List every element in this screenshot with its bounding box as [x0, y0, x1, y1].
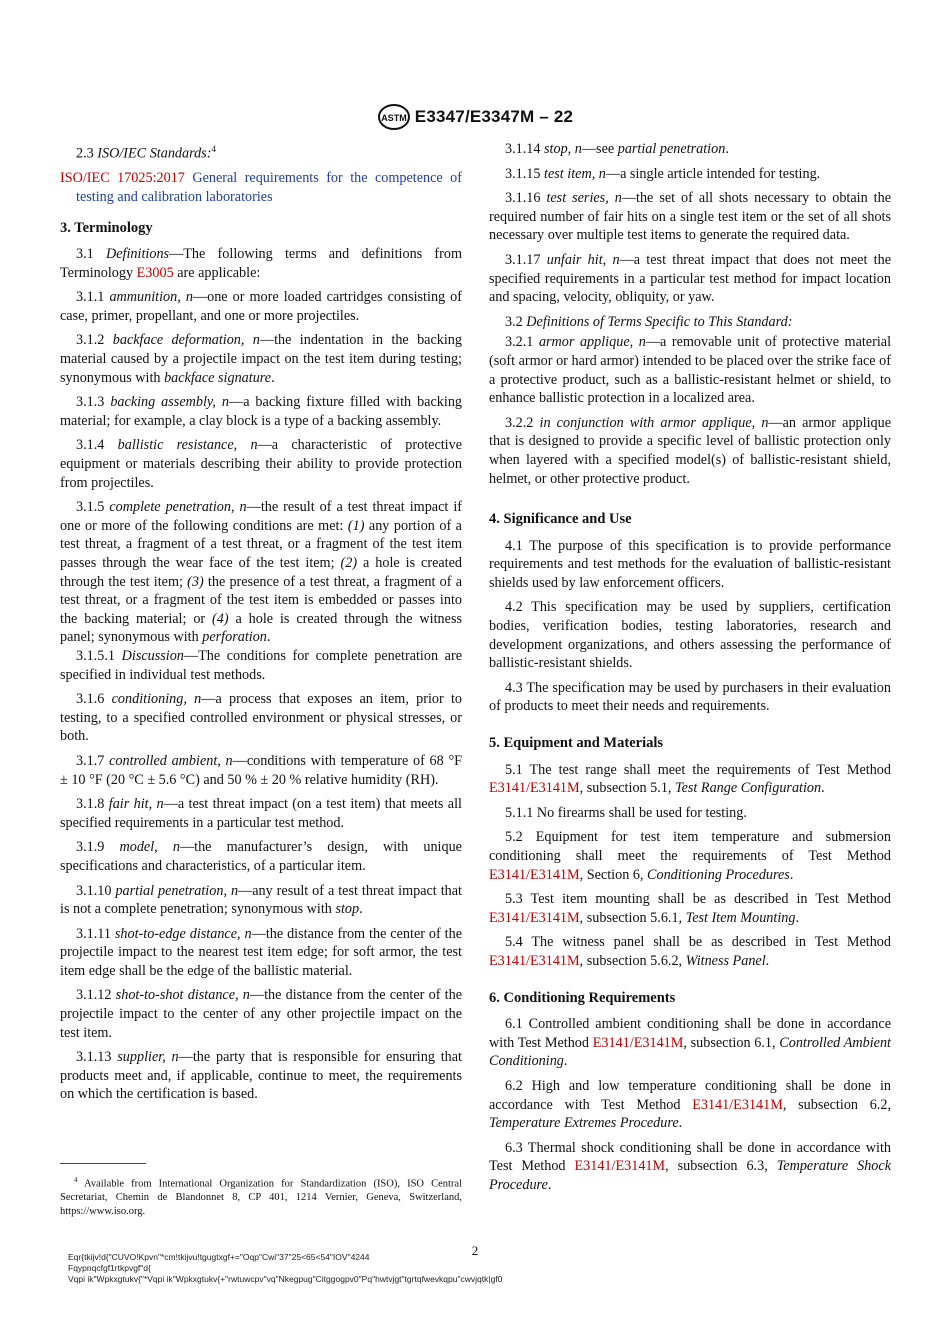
paragraph-6-3: 6.3 Thermal shock conditioning shall be done in accordance with Test Method E3141/E3141M, subsection 6.3, Temperature Shock Procedure.: [489, 1139, 891, 1193]
astm-logo-icon: [377, 104, 411, 130]
paragraph-4-1: 4.1 The purpose of this specification is to provide performance requirements and test methods for the evaluation of ballistic-resistant shields used by law enforcement officers.: [489, 537, 891, 591]
reference-link[interactable]: E3141/E3141M: [489, 866, 580, 883]
section-5-heading: 5. Equipment and Materials: [489, 735, 664, 752]
definition-3-1-12: 3.1.12 shot-to-shot distance, n—the distance from the center of the projectile impact to the center of any other projectile impact on the test item.: [60, 987, 462, 1041]
paragraph-5-3: 5.3 Test item mounting shall be as described in Test Method E3141/E3141M, subsection 5.6.1, Test Item Mounting.: [489, 891, 891, 926]
watermark-line: Fqypnqcfgf1rtkpvgf"d{: [68, 1263, 151, 1273]
watermark-line: Vqpi ik"Wpkxgtukv{"*Vqpi ik"Wpkxgtukv{+"rwtuwcpv"vq"Nkegpug"Citggogpv0"Pq"hwtvjgt"tgrtqfwevkqpu"cwvjqtk|gf0: [68, 1274, 503, 1284]
section-6-heading: 6. Conditioning Requirements: [489, 989, 676, 1006]
reference-link[interactable]: E3141/E3141M: [489, 780, 580, 797]
paragraph-6-2: 6.2 High and low temperature conditioning shall be done in accordance with Test Method E3141/E3141M, subsection 6.2, Temperature Extremes Procedure.: [489, 1077, 891, 1132]
paragraph-5-1: 5.1 The test range shall meet the requirements of Test Method E3141/E3141M, subsection 5.1, Test Range Configuration.: [489, 761, 891, 797]
definition-3-1-7: 3.1.7 controlled ambient, n—conditions with temperature of 68 °F ± 10 °F (20 °C ± 5.6 °C) and 50 % ± 20 % relative humidity (RH).: [60, 752, 463, 788]
discussion-3-1-5-1: 3.1.5.1 Discussion—The conditions for complete penetration are specified in individual test methods.: [60, 647, 462, 683]
paragraph-5-1-1: 5.1.1 No firearms shall be used for testing.: [505, 804, 747, 821]
definition-3-1-9: 3.1.9 model, n—the manufacturer’s design, with unique specifications and characteristics, of a particular item.: [60, 839, 462, 874]
definition-3-1-10: 3.1.10 partial penetration, n—any result of a test threat impact that is not a complete penetration; synonymous with stop.: [60, 882, 462, 918]
paragraph-6-1: 6.1 Controlled ambient conditioning shall be done in accordance with Test Method E3141/E3141M, subsection 6.1, Controlled Ambient Conditioning.: [489, 1016, 891, 1070]
definition-3-1-5: 3.1.5 complete penetration, n—the result of a test threat impact if one or more of the following conditions are met: (1) any portion of a test threat, a fragment of a test threat, or a fragment of the test item passes through the wear face of the test item; (2) a hole is created through the test item; (3) the presence of a test threat, a fragment of a test threat, or a fragment of the test item is embedded or passes into the backing material; or (4) a hole is created through the witness panel; synonymous with perforation.: [60, 499, 462, 646]
footnote-divider: [60, 1163, 146, 1164]
paragraph-5-4: 5.4 The witness panel shall be as described in Test Method E3141/E3141M, subsection 5.6.2, Witness Panel.: [489, 934, 891, 969]
right-column: [489, 140, 891, 1201]
page-header: [0, 104, 950, 130]
definition-3-1-17: 3.1.17 unfair hit, n—a test threat impact that does not meet the specified requirements in a particular test method for impact location and spacing, velocity, obliquity, or yaw.: [489, 251, 892, 306]
reference-link[interactable]: E3141/E3141M: [592, 1034, 684, 1051]
reference-title-link[interactable]: General requirements for the competence of testing and calibration laboratories: [76, 170, 462, 205]
definition-3-1-15: 3.1.15 test item, n—a single article intended for testing.: [505, 165, 821, 182]
reference-link[interactable]: E3141/E3141M: [489, 952, 580, 969]
definition-3-2-1: 3.2.1 armor applique, n—a removable unit of protective material (soft armor or hard armor) intended to be placed over the strike face of a protective product, such as a ballistic-resistant helmet or shield, to enhance ballistic protection in a localized area.: [489, 334, 892, 407]
paragraph-4-2: 4.2 This specification may be used by suppliers, certification bodies, verification bodies, testing laboratories, research and development organizations, and others assessing the performance of ballistic-resistant shields.: [489, 599, 891, 672]
reference-link[interactable]: E3005: [136, 264, 174, 281]
footnote-4: $^4$ Available from International Organization for Standardization (ISO), ISO Central Secretariat, Chemin de Blandonnet 8, CP 401, 1214 Vernier, Geneva, Switzerland, https://www.iso.org.: [60, 1176, 462, 1217]
section-4-heading: 4. Significance and Use: [489, 511, 632, 528]
reference-link[interactable]: ISO/IEC 17025:2017: [60, 170, 185, 187]
section-3-2: 3.2 Definitions of Terms Specific to This Standard:: [505, 313, 793, 330]
watermark-line: Eqr{tkijv!d{"CUVO!Kpvn"*cm!tkijvu!tgugtxgf+="Oqp"Cwi"37"25<65<54"IOV"4244: [68, 1252, 370, 1262]
definition-3-1-6: 3.1.6 conditioning, n—a process that exposes an item, prior to testing, to a specified controlled environment or physical stresses, or both.: [60, 691, 462, 745]
definition-3-1: 3.1 Definitions—The following terms and definitions from Terminology E3005 are applicable:: [60, 246, 463, 281]
definition-3-1-14: 3.1.14 stop, n—see partial penetration.: [505, 141, 729, 157]
paragraph-4-3: 4.3 The specification may be used by purchasers in their evaluation of products to meet their needs and requirements.: [489, 679, 891, 715]
definition-3-1-13: 3.1.13 supplier, n—the party that is responsible for ensuring that products meet and, if applicable, continue to meet, the requirements on which the certification is based.: [60, 1049, 462, 1103]
reference-link[interactable]: E3141/E3141M: [692, 1096, 783, 1113]
section-2-3: 2.3 ISO/IEC Standards:$^4$: [76, 144, 216, 162]
download-watermark: [68, 1252, 502, 1285]
page-number: 2: [471, 1243, 479, 1258]
definition-3-1-11: 3.1.11 shot-to-edge distance, n—the distance from the center of the projectile impact to the nearest test item edge; for soft armor, the test item edge shall be the edge of the ballistic material.: [60, 925, 462, 979]
paragraph-5-2: 5.2 Equipment for test item temperature and submersion conditioning shall meet the requirements of Test Method E3141/E3141M, Section 6, Conditioning Procedures.: [489, 829, 891, 883]
iso-17025-reference[interactable]: [60, 169, 462, 206]
definition-3-1-4: 3.1.4 ballistic resistance, n—a characteristic of protective equipment or materials describing their ability to provide protection from projectiles.: [60, 437, 463, 491]
left-column: [60, 140, 462, 1110]
definition-3-1-1: 3.1.1 ammunition, n—one or more loaded cartridges consisting of case, primer, propellant, and one or more projectiles.: [60, 289, 462, 324]
definition-3-1-2: 3.1.2 backface deformation, n—the indentation in the backing material caused by a projectile impact on the test item during testing; synonymous with backface signature.: [60, 332, 462, 386]
definition-3-1-16: 3.1.16 test series, n—the set of all shots necessary to obtain the required number of fair hits on a single test item or the set of all shots necessary over multiple test items to generate the required data.: [489, 190, 891, 244]
document-code: E3347/E3347M – 22: [414, 107, 574, 126]
definition-3-2-2: 3.2.2 in conjunction with armor applique, n—an armor applique that is designed to provide a specific level of ballistic protection only when layered with a specified model(s) of ballistic-resistant shield, helmet, or other protective product.: [489, 414, 891, 487]
definition-3-1-8: 3.1.8 fair hit, n—a test threat impact (on a test item) that meets all specified requirements in a particular test method.: [60, 796, 462, 831]
section-3-heading: 3. Terminology: [60, 219, 153, 236]
reference-link[interactable]: E3141/E3141M: [574, 1158, 666, 1175]
definition-3-1-3: 3.1.3 backing assembly, n—a backing fixture filled with backing material; for example, a clay block is a type of a backing assembly.: [60, 394, 463, 429]
svg-text:ASTM: ASTM: [381, 113, 407, 123]
reference-link[interactable]: E3141/E3141M: [489, 909, 580, 926]
